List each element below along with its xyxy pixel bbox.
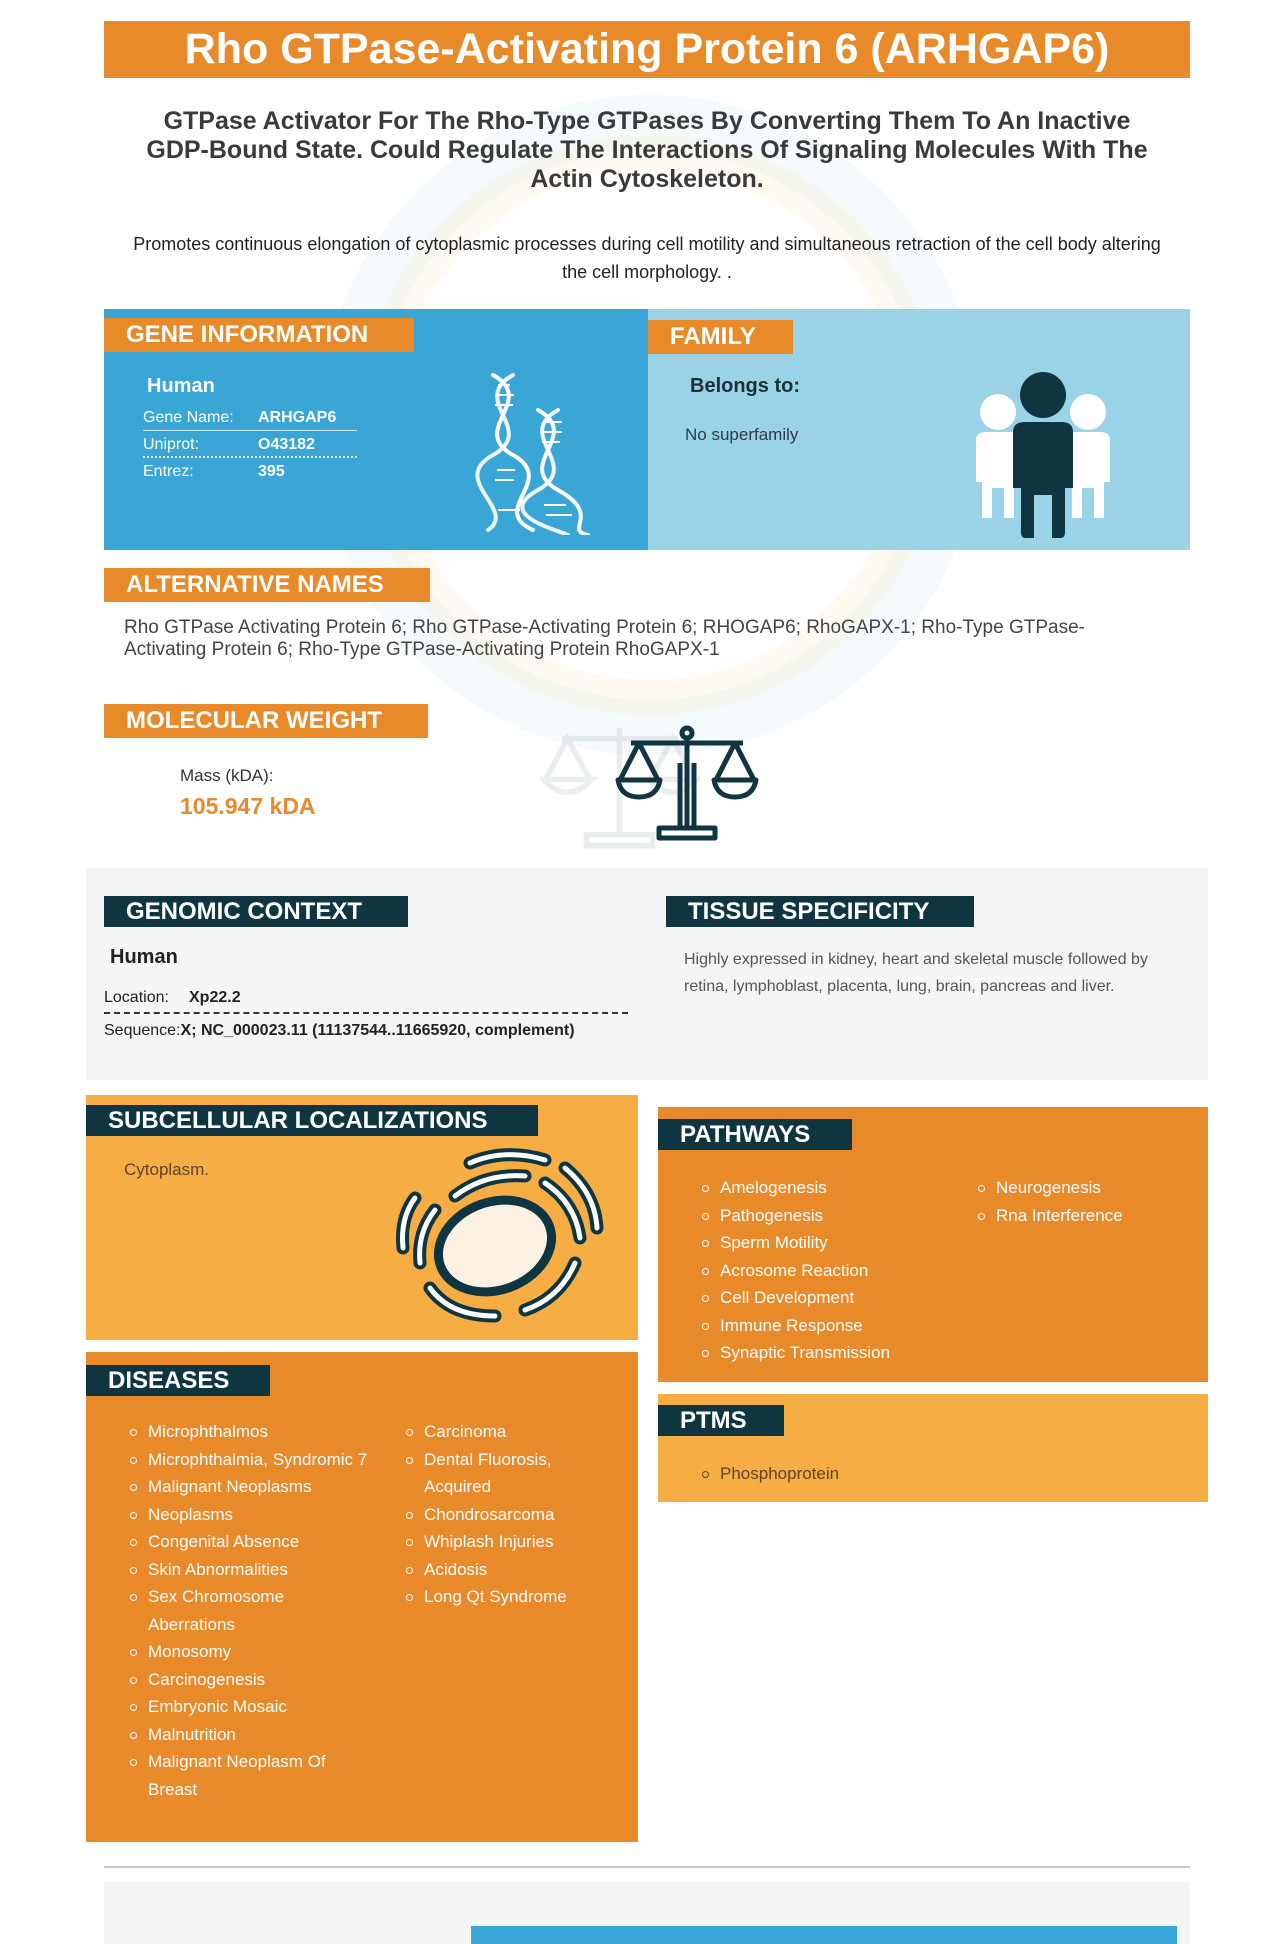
- sequence-label: Sequence:: [104, 1022, 181, 1039]
- belongs-to-label: Belongs to:: [690, 375, 800, 397]
- diseases-list-col2: [404, 1418, 604, 1611]
- genomic-species: Human: [110, 946, 178, 968]
- ptms-heading: PTMS: [658, 1405, 784, 1436]
- tissue-specificity-text: Highly expressed in kidney, heart and skeletal muscle followed by retina, lymphoblast, placenta, lung, brain, pancreas and liver.: [684, 951, 1148, 995]
- entrez-row: [143, 458, 357, 485]
- list-item: Embryonic Mosaic: [128, 1693, 368, 1721]
- protein-description: Promotes continuous elongation of cytoplasmic processes during cell motility and simultaneous retraction of the cell body altering the cell morphology. .: [133, 234, 1161, 282]
- list-item: Carcinoma: [404, 1418, 604, 1446]
- list-item: Monosomy: [128, 1638, 368, 1666]
- gene-species: Human: [147, 375, 215, 397]
- dna-icon: [468, 370, 608, 535]
- list-item: Chondrosarcoma: [404, 1501, 604, 1529]
- alternative-names-heading: ALTERNATIVE NAMES: [104, 568, 430, 602]
- section-divider: [104, 1866, 1190, 1868]
- list-item: Long Qt Syndrome: [404, 1583, 604, 1611]
- list-item: Malignant Neoplasms: [128, 1473, 368, 1501]
- gene-information-heading: GENE INFORMATION: [104, 318, 414, 352]
- scale-icon: [615, 725, 760, 845]
- list-item: Synaptic Transmission: [700, 1339, 890, 1367]
- gene-name-label: Gene Name:: [143, 409, 234, 426]
- list-item: Malnutrition: [128, 1721, 368, 1749]
- protein-function-summary: GTPase Activator For The Rho-Type GTPases By Converting Them To An Inactive GDP-Bound State. Could Regulate The Interactions Of Signaling Molecules With The Actin Cytoskeleton.: [146, 107, 1148, 193]
- list-item: Skin Abnormalities: [128, 1556, 368, 1584]
- subcellular-heading: SUBCELLULAR LOCALIZATIONS: [86, 1105, 538, 1136]
- genomic-context-heading: GENOMIC CONTEXT: [104, 896, 408, 927]
- list-item: Acrosome Reaction: [700, 1257, 890, 1285]
- list-item: Sperm Motility: [700, 1229, 890, 1257]
- uniprot-row: [143, 431, 357, 458]
- list-item: Microphthalmia, Syndromic 7: [128, 1446, 368, 1474]
- alternative-names-text: Rho GTPase Activating Protein 6; Rho GTPase-Activating Protein 6; RHOGAP6; RhoGAPX-1; Rho-Type GTPase-Activating Protein 6; Rho-Type GTPase-Activating Protein RhoGAPX-1: [124, 617, 1085, 660]
- location-value: Xp22.2: [189, 989, 241, 1006]
- list-item: Immune Response: [700, 1312, 890, 1340]
- list-item: Neurogenesis: [976, 1174, 1123, 1202]
- entrez-value: 395: [258, 463, 285, 480]
- family-value: No superfamily: [685, 425, 799, 444]
- footer-banner: [471, 1926, 1177, 1944]
- diseases-list-col1: [128, 1418, 368, 1803]
- list-item: Microphthalmos: [128, 1418, 368, 1446]
- family-heading: FAMILY: [648, 320, 793, 354]
- people-icon: [968, 370, 1118, 540]
- pathways-heading: PATHWAYS: [658, 1119, 852, 1150]
- location-row: [104, 984, 628, 1014]
- list-item: Carcinogenesis: [128, 1666, 368, 1694]
- subcellular-text: Cytoplasm.: [124, 1160, 210, 1179]
- gene-name-row: [143, 404, 357, 431]
- list-item: Malignant Neoplasm Of Breast: [128, 1748, 368, 1803]
- pathways-list-col2: [976, 1174, 1123, 1229]
- location-label: Location:: [104, 989, 169, 1006]
- pathways-list-col1: [700, 1174, 890, 1367]
- page-title: Rho GTPase-Activating Protein 6 (ARHGAP6): [104, 21, 1190, 78]
- tissue-specificity-heading: TISSUE SPECIFICITY: [666, 896, 974, 927]
- list-item: Dental Fluorosis, Acquired: [404, 1446, 604, 1501]
- list-item: Phosphoprotein: [700, 1460, 839, 1488]
- mass-value: 105.947 kDA: [180, 793, 316, 819]
- diseases-heading: DISEASES: [86, 1365, 270, 1396]
- uniprot-label: Uniprot:: [143, 436, 200, 453]
- ptms-list: [700, 1460, 839, 1488]
- list-item: Pathogenesis: [700, 1202, 890, 1230]
- list-item: Sex Chromosome Aberrations: [128, 1583, 368, 1638]
- list-item: Rna Interference: [976, 1202, 1123, 1230]
- sequence-row: [104, 1018, 644, 1044]
- gene-name-value: ARHGAP6: [258, 409, 337, 426]
- list-item: Neoplasms: [128, 1501, 368, 1529]
- list-item: Cell Development: [700, 1284, 890, 1312]
- list-item: Congenital Absence: [128, 1528, 368, 1556]
- list-item: Acidosis: [404, 1556, 604, 1584]
- list-item: Whiplash Injuries: [404, 1528, 604, 1556]
- mass-label: Mass (kDA):: [180, 766, 274, 785]
- cell-icon: [395, 1138, 605, 1328]
- uniprot-value: O43182: [258, 436, 315, 453]
- sequence-value: X; NC_000023.11 (11137544..11665920, complement): [180, 1022, 575, 1039]
- molecular-weight-heading: MOLECULAR WEIGHT: [104, 704, 428, 738]
- entrez-label: Entrez:: [143, 463, 194, 480]
- list-item: Amelogenesis: [700, 1174, 890, 1202]
